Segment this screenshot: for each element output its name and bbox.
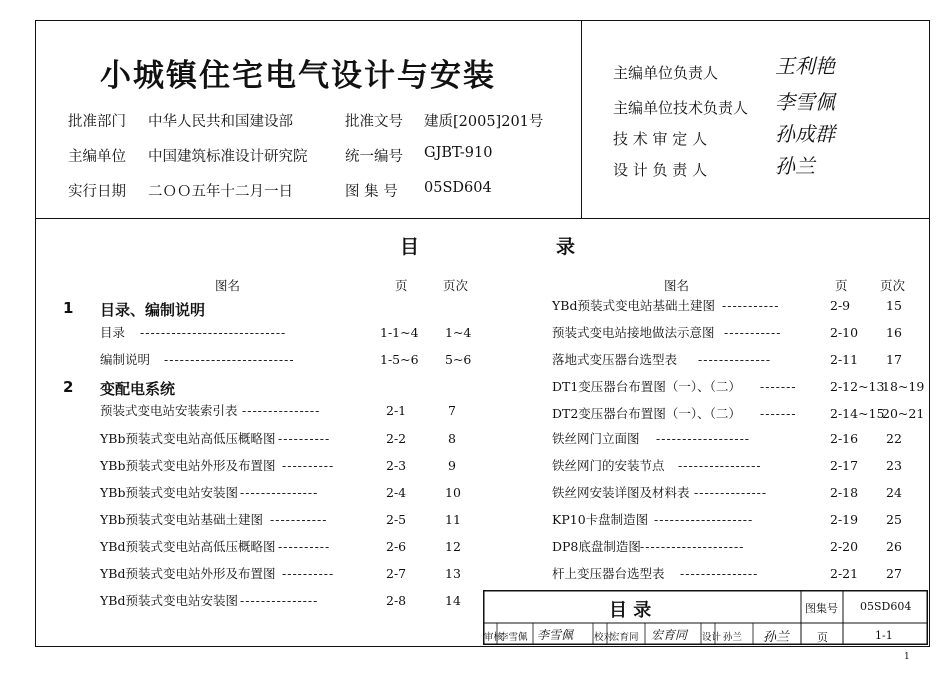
toc-item-page: 2-3 <box>386 458 407 473</box>
toc-item-name: 预装式变电站接地做法示意图 <box>552 325 715 340</box>
toc-item[interactable] <box>552 405 925 423</box>
toc-item-leader: --------------- <box>240 593 319 608</box>
header-divider <box>35 218 930 219</box>
toc-item-name: YBb预装式变电站外形及布置图 <box>100 458 276 473</box>
toc-item-page: 2-8 <box>386 593 407 608</box>
title-block-title: 目 录 <box>609 600 652 621</box>
toc-item-name: YBb预装式变电站基础土建图 <box>100 512 263 527</box>
toc-item-page: 2-6 <box>386 539 407 554</box>
toc-item-leader: ------------------------- <box>164 352 295 367</box>
toc-item-pages: 17 <box>886 352 902 367</box>
toc-item[interactable] <box>100 324 480 342</box>
review-label: 审核 <box>484 632 504 643</box>
checker-name: 宏育同 <box>610 632 639 643</box>
toc-item[interactable] <box>100 484 480 502</box>
toc-item[interactable] <box>552 324 922 342</box>
title-block <box>483 590 928 645</box>
reviewer-name: 李雪佩 <box>499 632 528 643</box>
toc-item-page: 2-17 <box>830 458 859 473</box>
toc-item-leader: --------------- <box>242 403 321 418</box>
toc-item-leader: ---------- <box>278 539 331 554</box>
editor-unit-label: 主编单位 <box>68 149 126 165</box>
toc-item-page: 2-1 <box>386 403 407 418</box>
col-pages-right: 页次 <box>880 278 906 293</box>
approval-dept-label: 批准部门 <box>68 114 126 130</box>
toc-item[interactable] <box>552 378 925 396</box>
toc-item[interactable] <box>100 457 480 475</box>
toc-item-name: YBd预装式变电站外形及布置图 <box>100 566 276 581</box>
designer-name: 孙兰 <box>723 632 743 643</box>
toc-item-name: 杆上变压器台选型表 <box>552 566 665 581</box>
toc-item-leader: ------- <box>760 406 797 421</box>
toc-item-leader: --------------- <box>240 485 319 500</box>
toc-item-pages: 11 <box>445 512 461 527</box>
approval-dept: 中华人民共和国建设部 <box>148 114 293 130</box>
toc-item-page: 2-9 <box>830 298 851 313</box>
impl-date-label: 实行日期 <box>68 184 126 200</box>
col-name-right: 图名 <box>664 278 690 293</box>
toc-item[interactable] <box>552 351 922 369</box>
checker-signature: 宏育同 <box>651 628 688 642</box>
page-label: 页 <box>817 631 828 644</box>
toc-item-name: YBd预装式变电站安装图 <box>100 593 238 608</box>
toc-item-name: YBb预装式变电站安装图 <box>100 485 238 500</box>
toc-item[interactable] <box>100 538 480 556</box>
toc-item-leader: ----------- <box>270 512 328 527</box>
toc-item-pages: 16 <box>886 325 902 340</box>
toc-item-leader: ---------- <box>278 431 331 446</box>
toc-item-name: DT2变压器台布置图（一）、（二） <box>552 406 741 421</box>
toc-item-page: 2-7 <box>386 566 407 581</box>
toc-item-page: 2-20 <box>830 539 859 554</box>
toc-item-page: 2-21 <box>830 566 859 581</box>
col-pages-left: 页次 <box>443 278 469 293</box>
toc-item-page: 2-12~13 <box>830 379 885 394</box>
toc-heading-right: 录 <box>556 236 576 258</box>
toc-item[interactable] <box>552 457 922 475</box>
designer-signature: 孙兰 <box>763 630 790 645</box>
toc-item-pages: 27 <box>886 566 902 581</box>
toc-item-name: DP8底盘制造图 <box>552 539 641 554</box>
toc-item-name: 编制说明 <box>100 352 151 367</box>
toc-item-leader: ----------- <box>724 325 782 340</box>
approval-no-label: 批准文号 <box>345 114 403 130</box>
atlas-title: 小城镇住宅电气设计与安装 <box>100 58 496 94</box>
toc-item-leader: -------------------- <box>640 539 745 554</box>
impl-date: 二ＯＯ五年十二月一日 <box>148 184 293 200</box>
toc-item-page: 2-19 <box>830 512 859 527</box>
col-page-right: 页 <box>835 278 848 293</box>
reviewer-signature: 李雪佩 <box>537 628 574 642</box>
toc-item-page: 2-14~15 <box>830 406 885 421</box>
responsible-review-label: 技 术 审 定 人 <box>613 130 708 148</box>
responsible-tech-label: 主编单位技术负责人 <box>613 99 749 117</box>
approval-no: 建质[2005]201号 <box>424 114 544 130</box>
toc-item-pages: 20~21 <box>882 406 925 421</box>
signature-chief: 王利艳 <box>775 54 835 78</box>
toc-item-pages: 12 <box>445 539 461 554</box>
toc-item-leader: ---------------------------- <box>140 325 287 340</box>
toc-item-name: 铁丝网门的安装节点 <box>552 458 665 473</box>
title-block-atlas-value: 05SD604 <box>860 600 912 613</box>
toc-item[interactable] <box>552 511 922 529</box>
toc-item-leader: ---------------- <box>678 458 762 473</box>
toc-heading-left: 目 <box>400 236 420 258</box>
toc-item[interactable] <box>100 351 480 369</box>
atlas-no: 05SD604 <box>424 180 492 196</box>
check-label: 校对 <box>594 632 614 643</box>
toc-item-leader: ---------- <box>282 458 335 473</box>
header-vertical-divider <box>581 20 582 218</box>
toc-item[interactable] <box>552 565 922 583</box>
design-label: 设计 <box>702 632 722 643</box>
toc-item-name: 预装式变电站安装索引表 <box>100 403 238 418</box>
section-2-title: 变配电系统 <box>100 380 176 398</box>
signature-design: 孙兰 <box>775 154 815 178</box>
toc-item-pages: 9 <box>448 458 456 473</box>
toc-item-pages: 24 <box>886 485 902 500</box>
toc-item-page: 2-5 <box>386 512 407 527</box>
toc-item-name: 目录 <box>100 325 126 340</box>
toc-item-name: 铁丝网门立面图 <box>552 431 640 446</box>
toc-item-page: 2-2 <box>386 431 407 446</box>
toc-item-leader: --------------- <box>680 566 759 581</box>
page-value: 1-1 <box>875 629 893 642</box>
toc-item-leader: -------------- <box>694 485 768 500</box>
toc-item-page: 2-4 <box>386 485 407 500</box>
responsible-design-label: 设 计 负 责 人 <box>613 161 708 179</box>
signature-review: 孙成群 <box>775 122 835 146</box>
toc-item[interactable] <box>552 430 922 448</box>
toc-item-name: YBd预装式变电站基础土建图 <box>552 298 715 313</box>
toc-item-pages: 10 <box>445 485 461 500</box>
toc-item-name: 铁丝网安装详图及材料表 <box>552 485 690 500</box>
toc-item[interactable] <box>552 484 922 502</box>
toc-item-page: 1-5~6 <box>380 352 419 367</box>
toc-item-pages: 18~19 <box>882 379 925 394</box>
toc-item-name: DT1变压器台布置图（一）、（二） <box>552 379 741 394</box>
editor-unit: 中国建筑标准设计研究院 <box>148 149 308 165</box>
toc-item-name: 落地式变压器台选型表 <box>552 352 678 367</box>
toc-item-pages: 15 <box>886 298 902 313</box>
toc-item-leader: ------------------ <box>656 431 751 446</box>
toc-item[interactable] <box>100 511 480 529</box>
toc-item-pages: 8 <box>448 431 456 446</box>
unified-no-label: 统一编号 <box>345 149 403 165</box>
toc-item-leader: ------- <box>760 379 797 394</box>
responsible-chief-label: 主编单位负责人 <box>613 64 719 82</box>
toc-item-page: 2-11 <box>830 352 859 367</box>
title-block-atlas-label: 图集号 <box>805 602 838 615</box>
section-2-number: 2 <box>63 378 74 396</box>
section-1-title: 目录、编制说明 <box>100 301 206 319</box>
signature-tech: 李雪佩 <box>775 90 835 114</box>
toc-item-pages: 5~6 <box>445 352 472 367</box>
toc-item-page: 1-1~4 <box>380 325 419 340</box>
toc-item[interactable] <box>100 592 480 610</box>
toc-item-pages: 23 <box>886 458 902 473</box>
col-page-left: 页 <box>395 278 408 293</box>
toc-item-pages: 22 <box>886 431 902 446</box>
toc-item[interactable] <box>552 297 922 315</box>
toc-item-pages: 26 <box>886 539 902 554</box>
toc-item-name: KP10卡盘制造图 <box>552 512 649 527</box>
toc-item[interactable] <box>100 430 480 448</box>
col-name-left: 图名 <box>215 278 241 293</box>
toc-item[interactable] <box>100 402 480 420</box>
toc-item[interactable] <box>552 538 922 556</box>
atlas-no-label: 图 集 号 <box>345 184 398 200</box>
toc-item-page: 2-18 <box>830 485 859 500</box>
toc-item-leader: ---------- <box>282 566 335 581</box>
section-1-number: 1 <box>63 299 74 317</box>
toc-item-pages: 25 <box>886 512 902 527</box>
toc-item-name: YBb预装式变电站高低压概略图 <box>100 431 276 446</box>
toc-item[interactable] <box>100 565 480 583</box>
toc-item-page: 2-16 <box>830 431 859 446</box>
toc-item-name: YBd预装式变电站高低压概略图 <box>100 539 276 554</box>
toc-item-page: 2-10 <box>830 325 859 340</box>
toc-item-leader: -------------- <box>698 352 772 367</box>
page-number: 1 <box>904 652 910 662</box>
toc-item-leader: ------------------- <box>654 512 754 527</box>
toc-item-pages: 14 <box>445 593 461 608</box>
toc-item-pages: 7 <box>448 403 456 418</box>
toc-item-pages: 1~4 <box>445 325 472 340</box>
toc-item-pages: 13 <box>445 566 461 581</box>
toc-item-leader: ----------- <box>722 298 780 313</box>
unified-no: GJBT-910 <box>424 145 493 161</box>
